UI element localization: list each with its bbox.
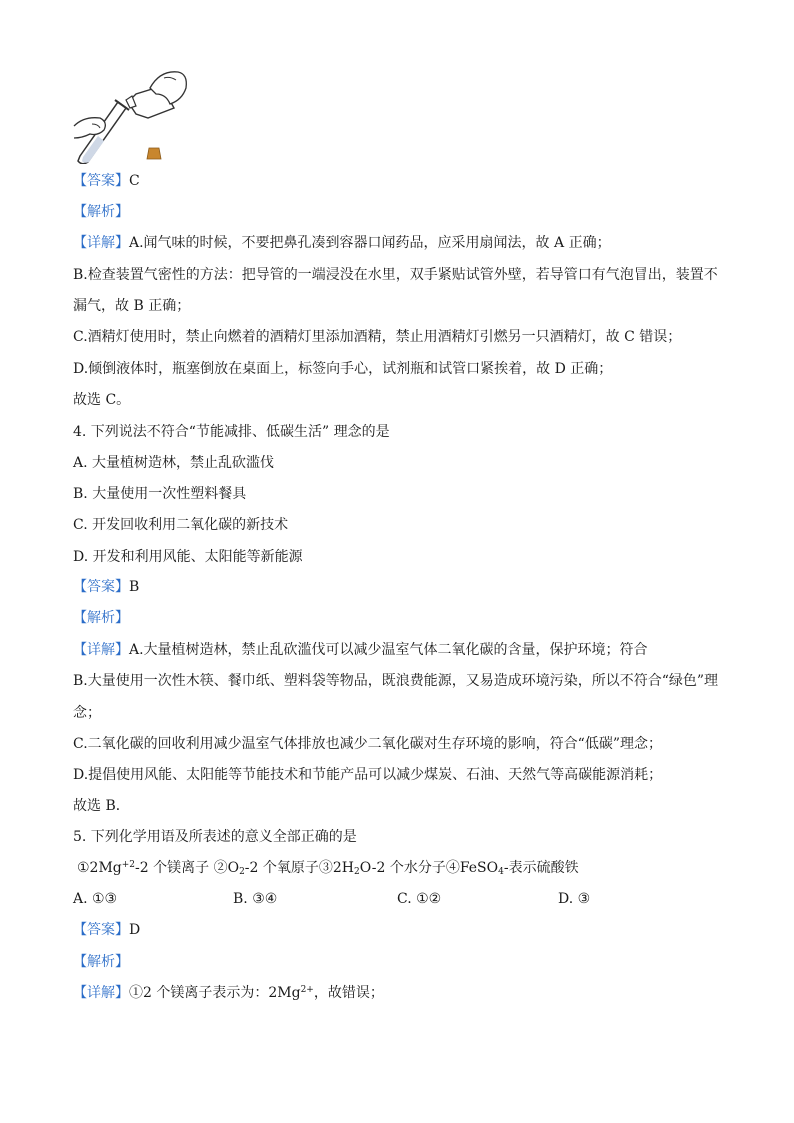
q4-detail-b-line1: B.大量使用一次性木筷、餐巾纸、塑料袋等物品，既浪费能源，又易造成环境污染，所以不符合“绿色”理 — [73, 673, 719, 689]
q4-detail-b-line2: 念； — [73, 705, 101, 721]
q3-answer — [73, 172, 140, 190]
q5-items: $①2Mg^{+2}-2$ 个镁离子 $②O_2-2$ 个氧原子$③2H_2O-2$ 个水分子④FeSO$_4$-表示硫酸铁 — [77, 860, 579, 877]
q5-stem: 5. 下列化学用语及所表述的意义全部正确的是 — [73, 829, 357, 845]
q5-option-d: D. ③ — [558, 891, 591, 907]
stopper-icon — [147, 148, 161, 159]
q5-analysis-tag: 【解析】 — [73, 954, 129, 970]
q4-option-c: C. 开发回收利用二氧化碳的新技术 — [73, 517, 289, 533]
q4-option-a: A. 大量植树造林，禁止乱砍滥伐 — [73, 455, 275, 471]
q3-analysis-tag: 【解析】 — [73, 204, 129, 220]
q4-detail-c: C.二氧化碳的回收利用减少温室气体排放也减少二氧化碳对生存环境的影响，符合“低碳”理念； — [73, 736, 662, 752]
q4-option-d: D. 开发和利用风能、太阳能等新能源 — [73, 549, 303, 565]
q4-detail-d: D.提倡使用风能、太阳能等节能技术和节能产品可以减少煤炭、石油、天然气等高碳能源消耗； — [73, 767, 663, 783]
q3-conclusion: 故选 C。 — [73, 392, 131, 408]
q4-analysis-tag: 【解析】 — [73, 610, 129, 626]
q4-option-b: B. 大量使用一次性塑料餐具 — [73, 486, 247, 502]
q5-option-b: B. ③④ — [233, 891, 278, 907]
q3-detail-c: C.酒精灯使用时，禁止向燃着的酒精灯里添加酒精，禁止用酒精灯引燃另一只酒精灯，故 C 错误； — [73, 329, 682, 345]
q5-answer: 【答案】D — [73, 922, 141, 938]
q4-detail-a: 【详解】A.大量植树造林，禁止乱砍滥伐可以减少温室气体二氧化碳的含量，保护环境；符合 — [73, 642, 648, 658]
q3-detail-b-line1: B.检查装置气密性的方法：把导管的一端浸没在水里，双手紧贴试管外壁，若导管口有气泡冒出，装置不 — [73, 267, 718, 283]
answer-value: C — [129, 173, 140, 189]
q5-detail-1: 【详解】①2 个镁离子表示为：$2Mg^{2+}$，故错误； — [73, 985, 384, 1001]
answer-tag: 【答案】 — [73, 173, 129, 189]
q3-detail-d: D.倾倒液体时，瓶塞倒放在桌面上，标签向手心，试剂瓶和试管口紧挨着，故 D 正确； — [73, 361, 613, 377]
q5-option-c: C. ①② — [397, 891, 442, 907]
q4-answer: 【答案】B — [73, 579, 140, 595]
detail-tag: 【详解】 — [73, 235, 129, 251]
q3-detail-b-line2: 漏气，故 B 正确； — [73, 298, 191, 314]
q3-detail-a: 【详解】A.闻气味的时候，不要把鼻孔凑到容器口闻药品，应采用扇闻法，故 A 正确； — [73, 235, 611, 251]
pouring-liquid-illustration — [70, 64, 190, 164]
q4-stem: 4. 下列说法不符合“节能减排、低碳生活” 理念的是 — [73, 424, 390, 440]
q4-conclusion: 故选 B． — [73, 798, 130, 814]
q5-option-a: A. ①③ — [73, 891, 118, 907]
